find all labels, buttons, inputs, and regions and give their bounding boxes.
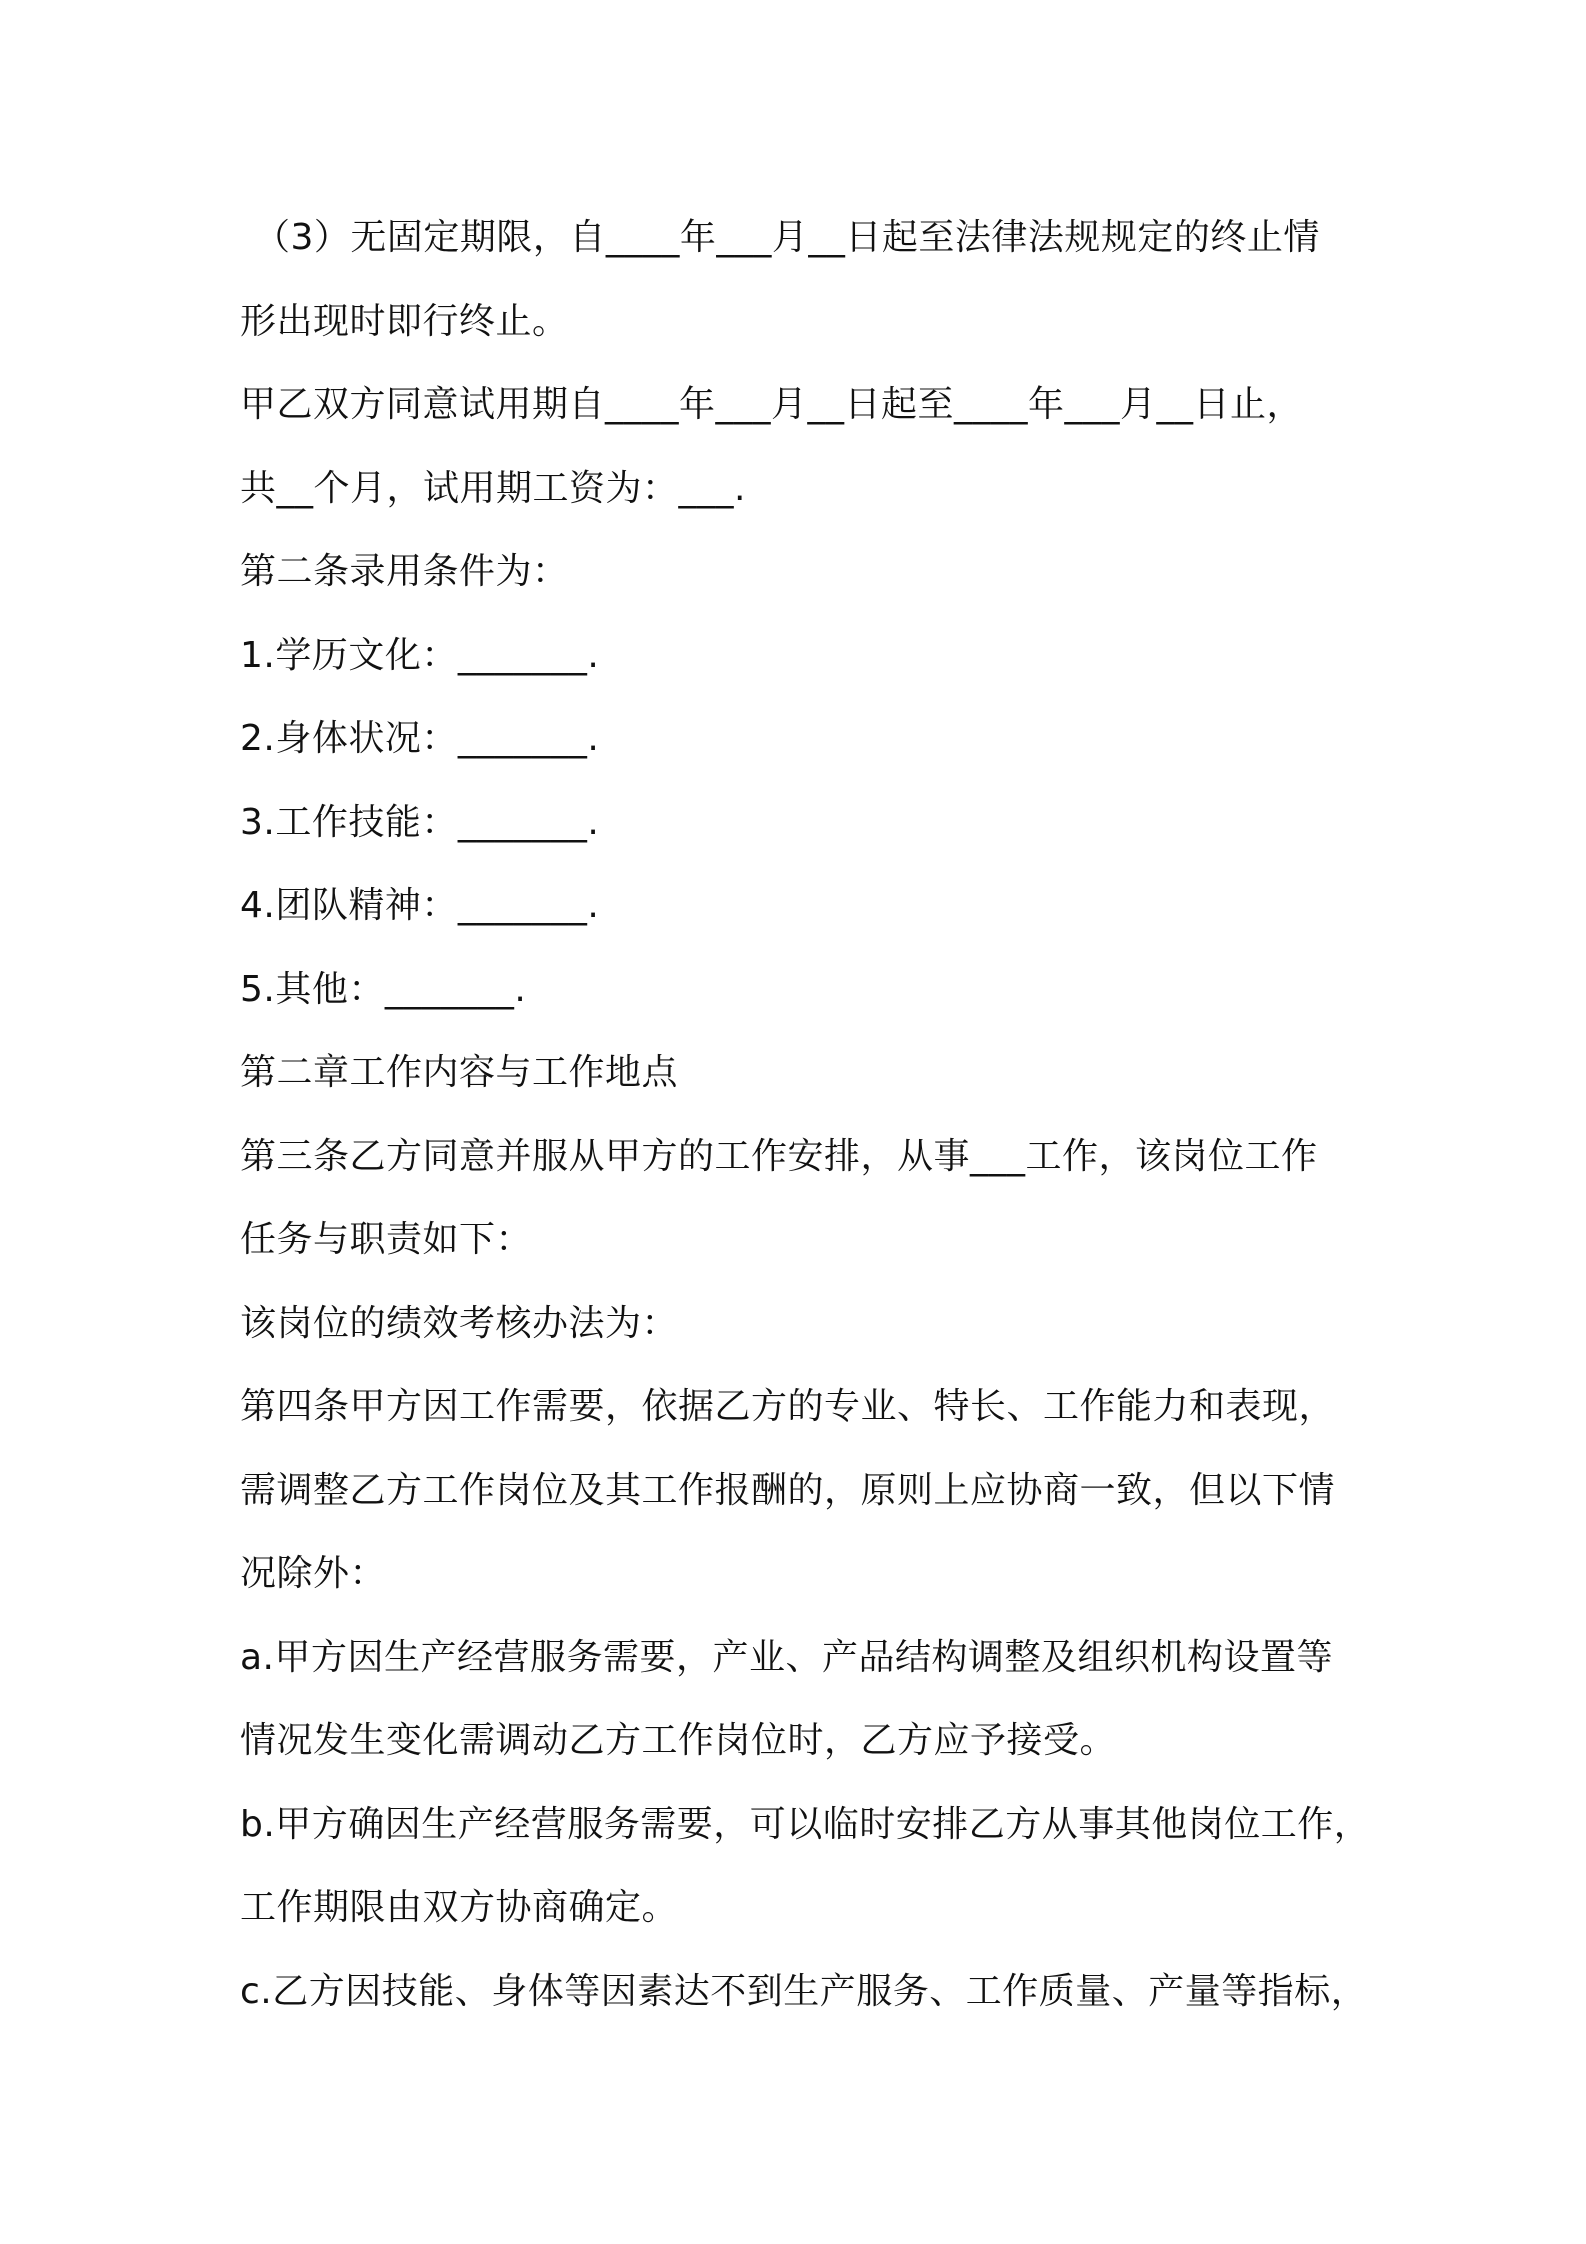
text-line: 共__个月，试用期工资为：___. [240, 467, 746, 509]
text-line: 况除外： [240, 1553, 387, 1594]
text-line: 第四条甲方因工作需要，依据乙方的专业、特长、工作能力和表现， [240, 1386, 1336, 1427]
text-line: b.甲方确因生产经营服务需要，可以临时安排乙方从事其他岗位工作， [240, 1803, 1371, 1845]
text-line: 任务与职责如下： [240, 1219, 533, 1260]
document-body [240, 196, 1370, 2033]
text-line: 4.团队精神：_______. [240, 885, 600, 926]
text-line: c.乙方因技能、身体等因素达不到生产服务、工作质量、产量等指标， [240, 1970, 1368, 2012]
text-line: 2.身体状况：_______. [240, 718, 600, 759]
text-line: 甲乙双方同意试用期自____年___月__日起至____年___月__日止， [240, 384, 1304, 425]
section-heading: 第二章工作内容与工作地点 [240, 1052, 679, 1093]
text-line: 工作期限由双方协商确定。 [240, 1887, 679, 1928]
text-line: 第三条乙方同意并服从甲方的工作安排，从事___工作，该岗位工作 [240, 1135, 1318, 1177]
text-line: 5.其他：_______. [240, 968, 527, 1010]
text-line: 3.工作技能：_______. [240, 801, 600, 843]
text-line: a.甲方因生产经营服务需要，产业、产品结构调整及组织机构设置等 [240, 1636, 1334, 1678]
text-line: 形出现时即行终止。 [240, 300, 569, 342]
text-line: 需调整乙方工作岗位及其工作报酬的，原则上应协商一致，但以下情 [240, 1469, 1336, 1511]
text-line: 1.学历文化：_______. [240, 634, 600, 676]
text-line: 第二条录用条件为： [240, 551, 569, 592]
text-line: 情况发生变化需调动乙方工作岗位时，乙方应予接受。 [240, 1720, 1117, 1761]
text-line: 该岗位的绩效考核办法为： [240, 1302, 679, 1344]
text-line: （3）无固定期限，自____年___月__日起至法律法规规定的终止情 [254, 217, 1320, 258]
